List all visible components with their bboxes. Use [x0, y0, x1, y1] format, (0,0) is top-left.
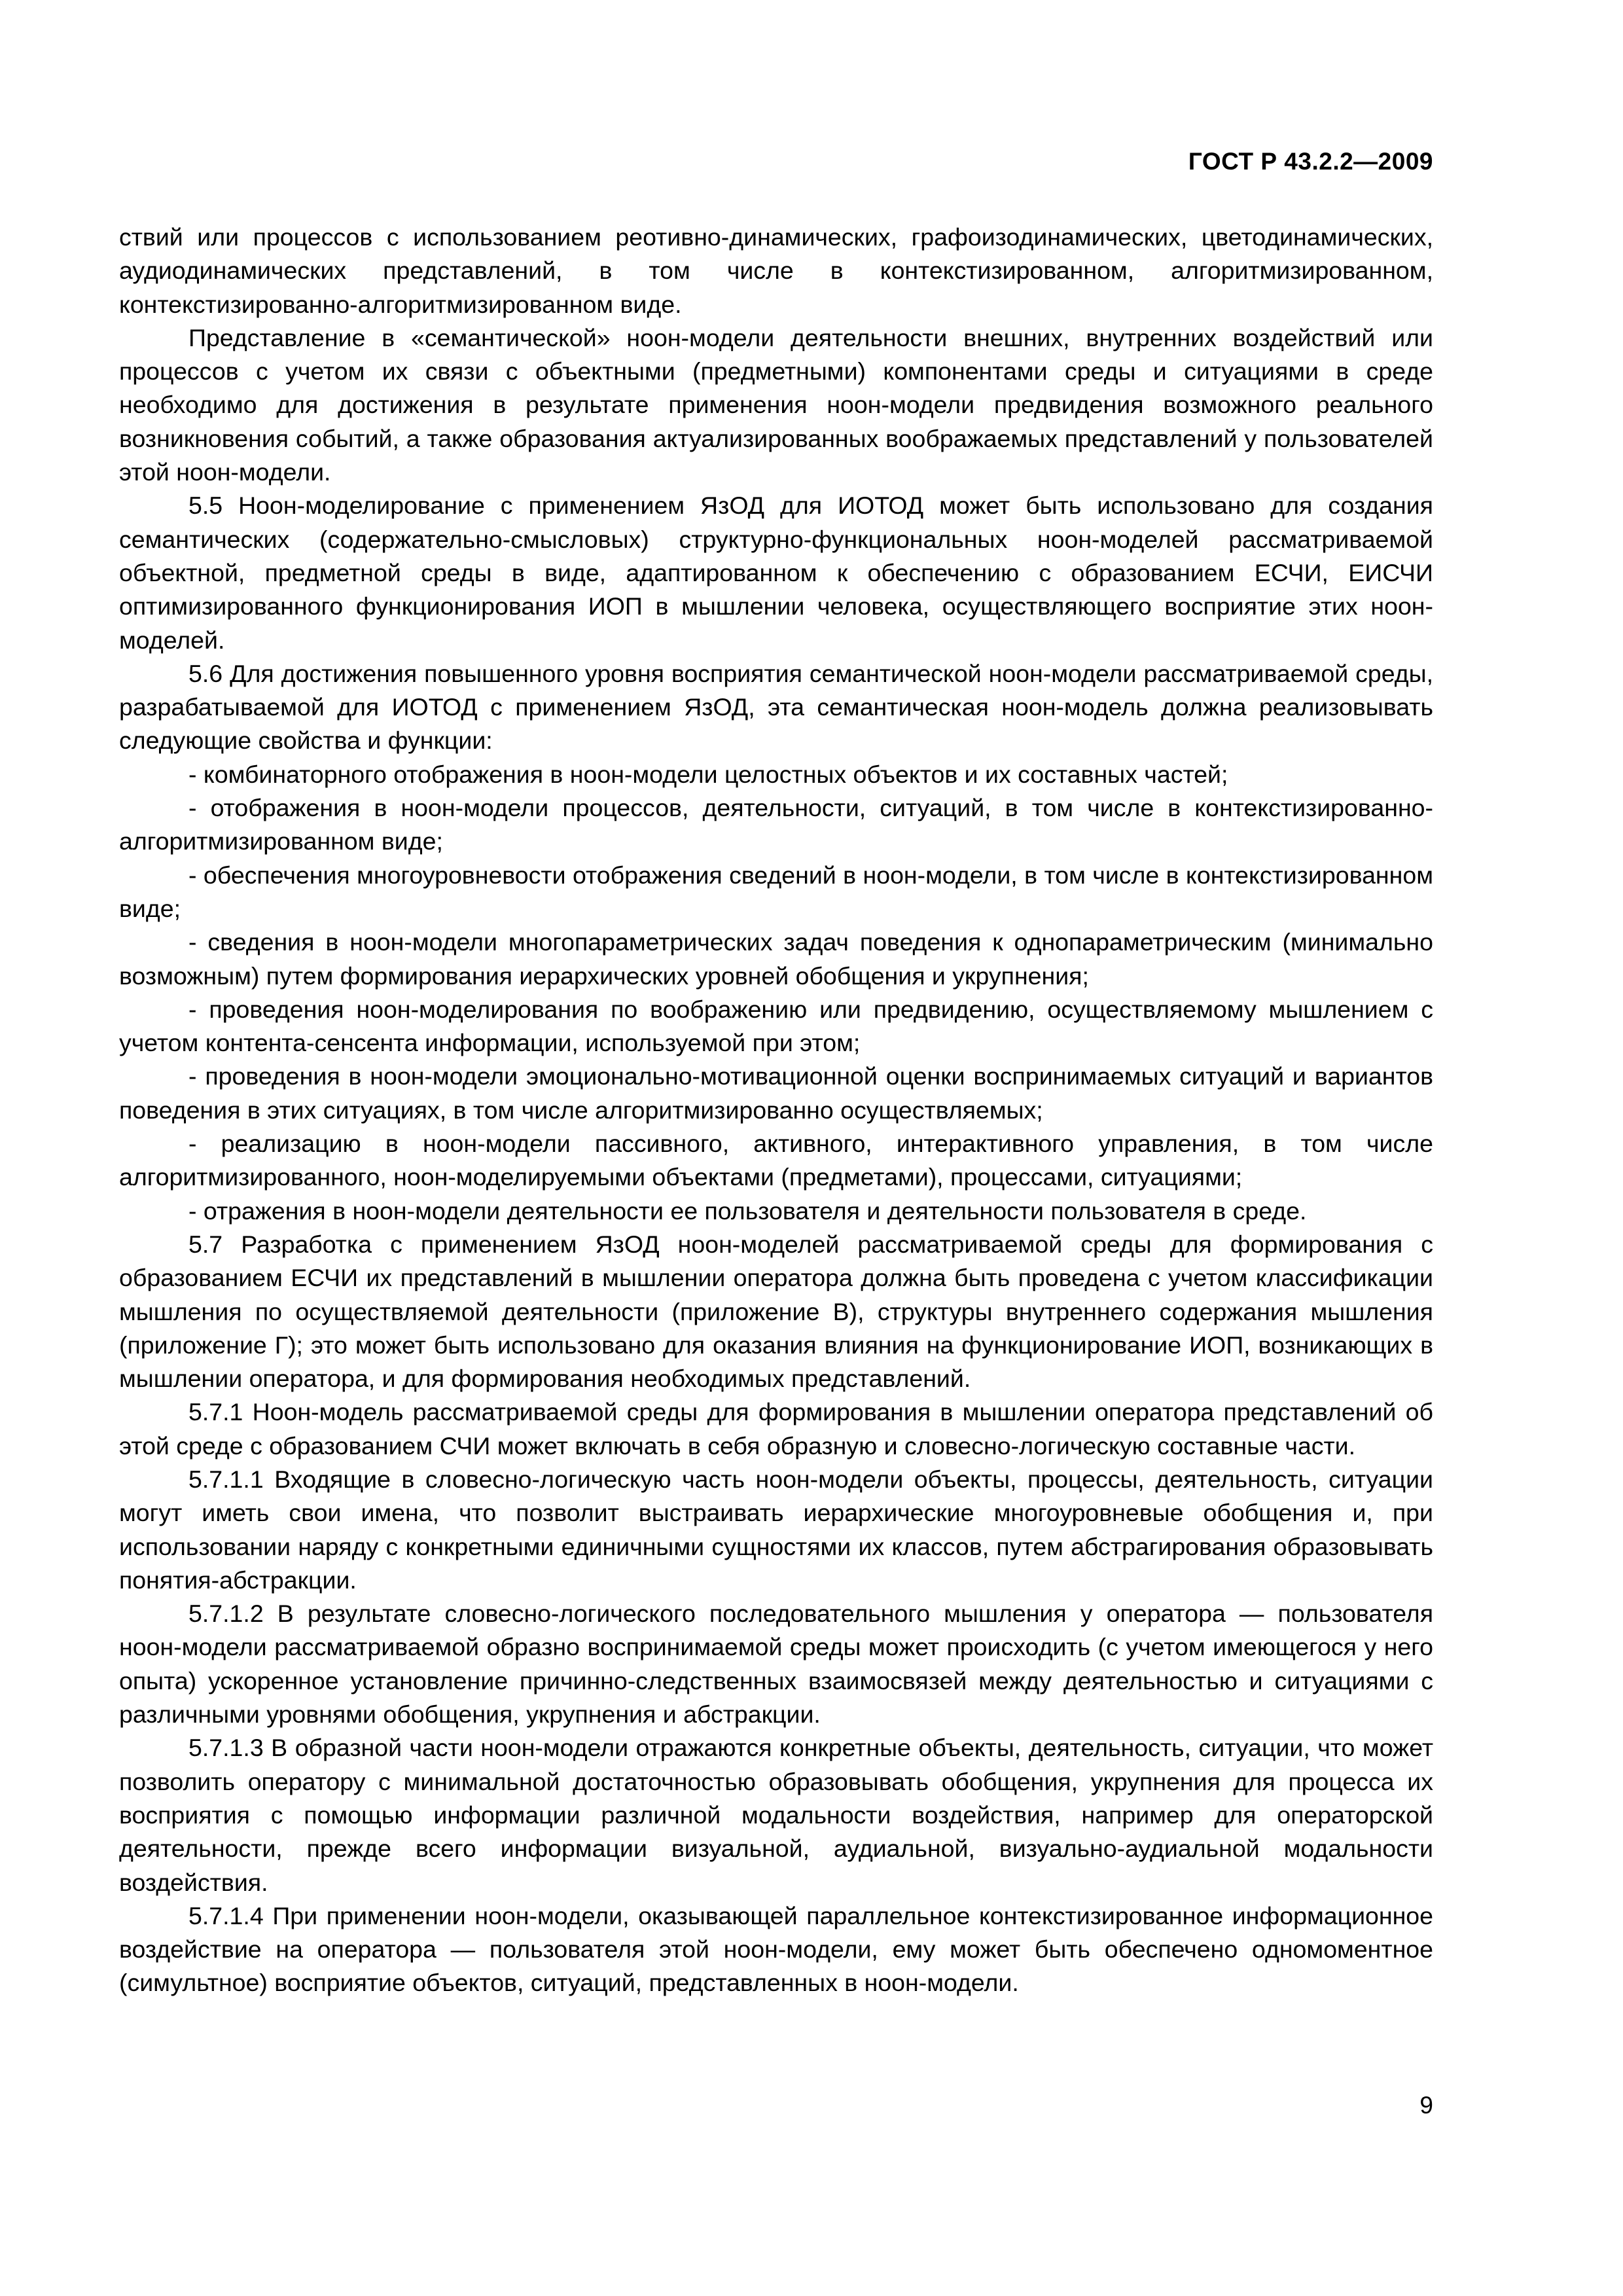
page-number: 9: [1419, 2092, 1433, 2119]
paragraph: 5.7 Разработка с применением ЯзОД ноон-моделей рассматриваемой среды для формирования с образованием ЕСЧИ их представлений в мышлении оператора должна быть проведена с учетом классификации мышления по осуществляемой деятельности (приложение В), структуры внутреннего содержания мышления (приложение Г); это может быть использовано для оказания влияния на функционирование ИОП, возникающих в мышлении оператора, и для формирования необходимых представлений.: [119, 1230, 1433, 1393]
list-item: - комбинаторного отображения в ноон-модели целостных объектов и их составных частей;: [188, 760, 1228, 788]
list-item: - проведения в ноон-модели эмоционально-мотивационной оценки воспринимаемых ситуаций и вариантов поведения в этих ситуациях, в том числе алгоритмизированно осуществляемых;: [119, 1062, 1433, 1124]
paragraph: ствий или процессов с использованием реотивно-динамических, графоизодинамических, цветодинамических, аудиодинамических представлений, в том числе в контекстизированном, алгоритмизированном, контекстизированно-алгоритмизированном виде.: [119, 223, 1433, 318]
list-item: - отражения в ноон-модели деятельности ее пользователя и деятельности пользователя в среде.: [188, 1196, 1307, 1225]
paragraph: Представление в «семантической» ноон-модели деятельности внешних, внутренних воздействий или процессов с учетом их связи с объектными (предметными) компонентами среды и ситуациями в среде необходимо для достижения в результате применения ноон-модели предвидения возможного реального возникновения событий, а также образования актуализированных воображаемых представлений у пользователей этой ноон-модели.: [119, 323, 1433, 486]
list-item: - проведения ноон-моделирования по воображению или предвидению, осуществляемому мышлением с учетом контента-сенсента информации, используемой при этом;: [119, 995, 1433, 1057]
paragraph: 5.5 Ноон-моделирование с применением ЯзОД для ИОТОД может быть использовано для создания семантических (содержательно-смысловых) структурно-функциональных ноон-моделей рассматриваемой объектной, предметной среды в виде, адаптированном к обеспечению с образованием ЕСЧИ, ЕИСЧИ оптимизированного функционирования ИОП в мышлении человека, осуществляющего восприятие этих ноон-моделей.: [119, 492, 1433, 654]
paragraph: 5.7.1.3 В образной части ноон-модели отражаются конкретные объекты, деятельность, ситуации, что может позволить оператору с минимальной достаточностью образовывать обобщения, укрупнения для процесса их восприятия с помощью информации различной модальности воздействия, например для операторской деятельности, прежде всего информации визуальной, аудиальной, визуально-аудиальной модальности воздействия.: [119, 1734, 1433, 1896]
paragraph: 5.7.1.4 При применении ноон-модели, оказывающей параллельное контекстизированное информационное воздействие на оператора — пользователя этой ноон-модели, ему может быть обеспечено одномоментное (симультное) восприятие объектов, ситуаций, представленных в ноон-модели.: [119, 1901, 1433, 1997]
list-item: - реализацию в ноон-модели пассивного, активного, интерактивного управления, в том числе алгоритмизированного, ноон-моделируемыми объектами (предметами), процессами, ситуациями;: [119, 1130, 1433, 1191]
body-text: [119, 221, 1433, 2000]
paragraph: 5.7.1 Ноон-модель рассматриваемой среды для формирования в мышлении оператора представлений об этой среде с образованием СЧИ может включать в себя образную и словесно-логическую составные части.: [119, 1398, 1433, 1460]
list-item: - отображения в ноон-модели процессов, деятельности, ситуаций, в том числе в контекстизированно-алгоритмизированном виде;: [119, 794, 1433, 855]
paragraph: 5.7.1.1 Входящие в словесно-логическую часть ноон-модели объекты, процессы, деятельность, ситуации могут иметь свои имена, что позволит выстраивать иерархические многоуровневые обобщения и, при использовании наряду с конкретными единичными сущностями их классов, путем абстрагирования образовывать понятия-абстракции.: [119, 1465, 1433, 1594]
list-item: - сведения в ноон-модели многопараметрических задач поведения к однопараметрическим (минимально возможным) путем формирования иерархических уровней обобщения и укрупнения;: [119, 928, 1433, 990]
standard-header: ГОСТ Р 43.2.2—2009: [1188, 148, 1433, 175]
paragraph: 5.6 Для достижения повышенного уровня восприятия семантической ноон-модели рассматриваемой среды, разрабатываемой для ИОТОД с применением ЯзОД, эта семантическая ноон-модель должна реализовывать следующие свойства и функции:: [119, 659, 1433, 755]
paragraph: 5.7.1.2 В результате словесно-логического последовательного мышления у оператора — пользователя ноон-модели рассматриваемой образно воспринимаемой среды может происходить (с учетом имеющегося у него опыта) ускоренное установление причинно-следственных взаимосвязей между деятельностью и ситуациями с различными уровнями обобщения, укрупнения и абстракции.: [119, 1600, 1433, 1729]
list-item: - обеспечения многоуровневости отображения сведений в ноон-модели, в том числе в контекстизированном виде;: [119, 861, 1433, 922]
